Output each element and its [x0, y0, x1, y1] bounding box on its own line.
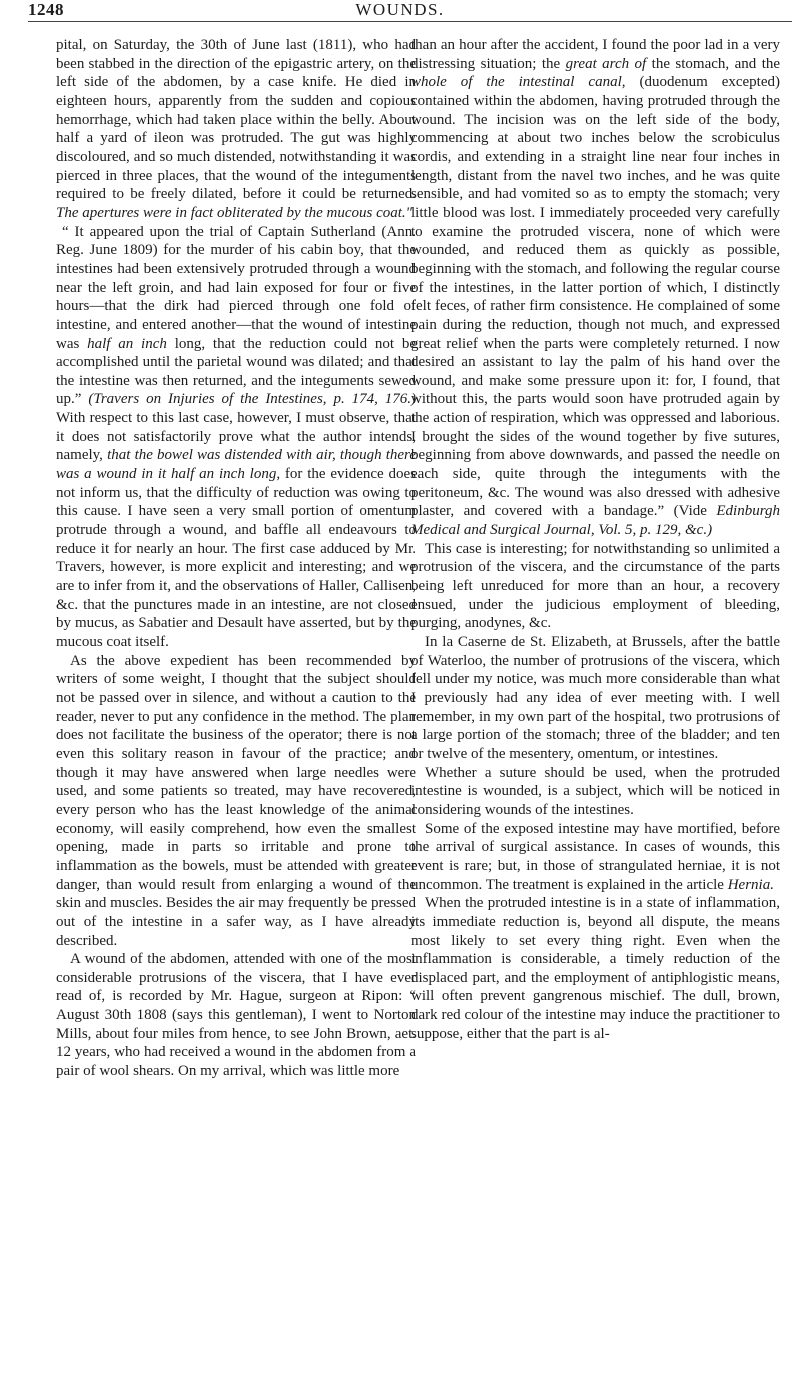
- paragraph: In la Caserne de St. Elizabeth, at Brussels, after the battle of Waterloo, the number of protrusions of the viscera, which fell under my notice, was much more considerable than what I previously had any idea of ever meeting with. I well remember, in my own part of the hospital, two protrusions of a large portion of the stomach; three of the bladder; and ten or twelve of the mesentery, omentum, or intestines.: [411, 634, 780, 762]
- left-column: [56, 36, 416, 1081]
- running-head: WOUNDS.: [355, 0, 445, 19]
- paragraph: A wound of the abdomen, attended with one of the most considerable protrusions of the viscera, that I have ever read of, is recorded by Mr. Hague, surgeon at Ripon: “ August 30th 1808 (says this gentleman), I went to Norton Mills, about four miles from hence, to see John Brown, aet. 12 years, who had received a wound in the abdomen from a pair of wool shears. On my arrival, which was little more: [56, 951, 416, 1080]
- paragraph: As the above expedient has been recommended by writers of some weight, I thought that the subject should not be passed over in silence, and without a caution to the reader, never to put any confidence in the method. The plan does not facilitate the business of the operator; there is not even this solitary reason in favour of the practice; and though it may have answered when large needles were used, and some patients so treated, may have recovered, every person who has the least knowledge of the animal economy, will easily comprehend, how even the smallest opening, made in parts so irritable and prone to inflammation as the bowels, must be attended with greater danger, than would result from enlarging a wound of the skin and muscles. Besides the air may frequently be pressed out of the intestine in a safer way, as I have already described.: [56, 652, 416, 949]
- paragraph: “ It appeared upon the trial of Captain Sutherland (Ann. Reg. June 1809) for the murder of his cabin boy, that the intestines had been extensively protruded through a wound near the left groin, and had lain exposed for four or five hours—that the dirk had pierced through one fold of intestine, and entered another—that the wound of intestine was half an inch long, that the reduction could not be accomplished until the parietal wound was dilated; and that the intestine was then returned, and the integuments sewed up.” (Travers on Injuries of the Intestines, p. 174, 176.) With respect to this last case, however, I must observe, that it does not satisfactorily prove what the author intends, namely, that the bowel was distended with air, though there was a wound in it half an inch long, for the evidence does not inform us, that the difficulty of reduction was owing to this cause. I have seen a very small portion of omentum protrude through a wound, and baffle all endeavours to reduce it for nearly an hour. The first case adduced by Mr. Travers, however, is more explicit and interesting; and we are to infer from it, and the observations of Haller, Callisen, &c. that the punctures made in an intestine, are not closed by mucus, as Sabatier and Desault have asserted, but by the mucous coat itself.: [56, 223, 417, 650]
- paragraph: This case is interesting; for notwithstanding so unlimited a protrusion of the viscera, and the circumstance of the parts being left unreduced for more than an hour, a recovery ensued, under the judicious employment of bleeding, purging, anodynes, &c.: [411, 540, 780, 632]
- paragraph: When the protruded intestine is in a state of inflammation, its immediate reduction is, beyond all dispute, the means most likely to set every thing right. Even when the inflammation is considerable, a timely reduction of the displaced part, and the employment of antiphlogistic means, will often prevent gangrenous mischief. The dull, brown, dark red colour of the intestine may induce the practitioner to suppose, either that the part is al-: [411, 895, 780, 1042]
- paragraph: than an hour after the accident, I found the poor lad in a very distressing situation; the great arch of the stomach, and the whole of the intestinal canal, (duodenum excepted) contained within the abdomen, having protruded through the wound. The incision was on the left side of the body, commencing at about two inches below the scrobiculus cordis, and extending in a straight line near four inches in length, distant from the navel two inches, and he was quite sensible, and had vomited so as to empty the stomach; very little blood was lost. I immediately proceeded very carefully to examine the protruded viscera, none of which were wounded, and reduced them as quickly as possible, beginning with the stomach, and following the regular course of the intestines, in the latter portion of which, I distinctly felt feces, of rather firm consistence. He complained of some pain during the reduction, though not much, and expressed great relief when the parts were completely returned. I now desired an assistant to lay the palm of his hand over the wound, and make some pressure upon it: for, I found, that without this, the parts would soon have protruded again by the action of respiration, which was oppressed and laborious. I brought the sides of the wound together by five sutures, beginning from above downwards, and passed the needle on each side, quite through the integuments with the peritoneum, &c. The wound was also dressed with adhesive plaster, and covered with a bandage.” (Vide Edinburgh Medical and Surgical Journal, Vol. 5, p. 129, &c.): [411, 37, 781, 539]
- page-number: 1248: [28, 0, 64, 19]
- header-rule: [28, 21, 792, 22]
- paragraph: pital, on Saturday, the 30th of June last (1811), who had been stabbed in the direction of the epigastric artery, on the left side of the abdomen, by a case knife. He died in eighteen hours, apparently from the sudden and copious hemorrhage, which had taken place within the belly. About half a yard of ileon was protruded. The gut was highly discoloured, and so much distended, notwithstanding it was pierced in three places, that the wound of the integuments required to be freely dilated, before it could be returned. The apertures were in fact obliterated by the mucous coat.": [56, 37, 416, 221]
- paragraph: Some of the exposed intestine may have mortified, before the arrival of surgical assistance. In cases of wounds, this event is rare; but, in those of strangulated herniae, it is not uncommon. The treatment is explained in the article Hernia.: [411, 820, 780, 893]
- right-column: [411, 36, 780, 1043]
- paragraph: Whether a suture should be used, when the protruded intestine is wounded, is a subject, which will be noticed in considering wounds of the intestines.: [411, 764, 780, 818]
- page-header: [0, 0, 800, 40]
